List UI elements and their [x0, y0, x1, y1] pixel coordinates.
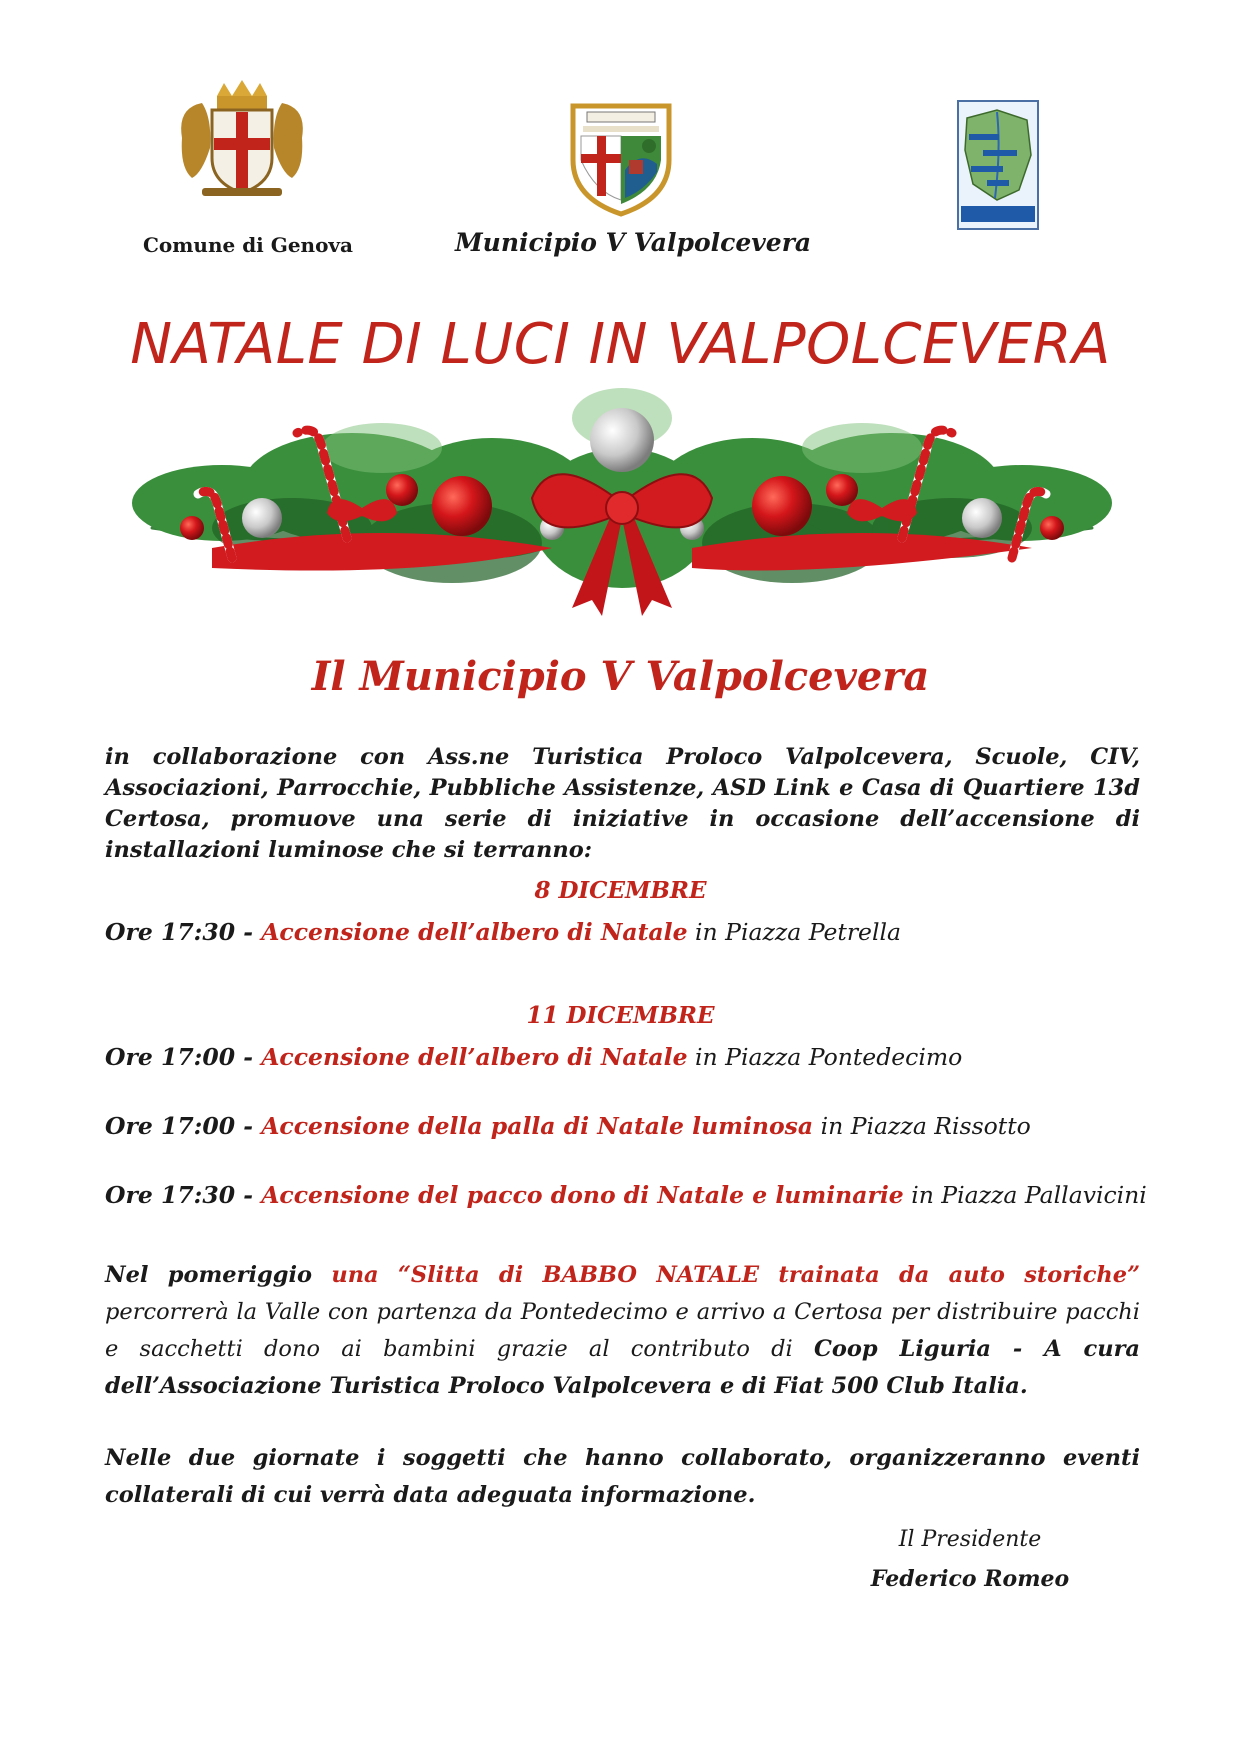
event-separator: - [235, 1043, 262, 1071]
sleigh-paragraph [105, 1257, 1140, 1405]
event-separator: - [235, 918, 262, 946]
event-time: Ore 17:00 [105, 1043, 236, 1071]
event-name: Accensione dell’albero di Natale [261, 1043, 688, 1071]
event-place: in Piazza Pallavicini [903, 1181, 1147, 1209]
signature-name: Federico Romeo [870, 1566, 1070, 1592]
event-place: in Piazza Petrella [687, 918, 902, 946]
event-name: Accensione dell’albero di Natale [261, 918, 688, 946]
event-separator: - [235, 1112, 262, 1140]
event-separator: - [235, 1181, 262, 1209]
event-line [105, 1043, 962, 1071]
comune-genova-caption: Comune di Genova [143, 233, 353, 257]
date-heading-8-dicembre: 8 DICEMBRE [534, 877, 707, 904]
event-name: Accensione del pacco dono di Natale e luminarie [261, 1181, 904, 1209]
event-time: Ore 17:30 [105, 918, 236, 946]
intro-paragraph: in collaborazione con Ass.ne Turistica Proloco Valpolcevera, Scuole, CIV, Associazioni, Parrocchie, Pubbliche Assistenze, ASD Link e Casa di Quartiere 13d Certosa, promuove una serie di iniziative in occasione dell’accensione di installazioni luminose che si terranno: [105, 744, 1140, 863]
sleigh-highlight: una “Slitta di BABBO NATALE trainata da auto storiche” [312, 1262, 1141, 1288]
event-line [105, 1181, 1147, 1209]
event-name: Accensione della palla di Natale luminosa [261, 1112, 814, 1140]
municipio-caption: Municipio V Valpolcevera [455, 228, 812, 257]
event-place: in Piazza Pontedecimo [687, 1043, 963, 1071]
event-line [105, 1112, 1031, 1140]
date-heading-11-dicembre: 11 DICEMBRE [526, 1002, 715, 1029]
sleigh-description: percorrerà la Valle con partenza da Pontedecimo e arrivo a Certosa per distribuire pacchi e sacchetti dono ai bambini grazie al contributo di [105, 1299, 1140, 1362]
event-time: Ore 17:30 [105, 1181, 236, 1209]
comune-genova-coat-of-arms [172, 78, 312, 203]
organizer-heading: Il Municipio V Valpolcevera [311, 653, 930, 700]
page-title: NATALE DI LUCI IN VALPOLCEVERA [130, 312, 1111, 377]
signature-role: Il Presidente [898, 1527, 1042, 1552]
proloco-valpolcevera-map-logo [957, 100, 1039, 230]
municipio-valpolcevera-shield [565, 100, 677, 218]
closing-paragraph: Nelle due giornate i soggetti che hanno collaborato, organizzeranno eventi collaterali di cui verrà data adeguata informazione. [105, 1445, 1140, 1508]
event-line [105, 918, 901, 946]
sponsor-text: Coop Liguria - A cura dell’Associazione Turistica Proloco Valpolcevera e di Fiat 500 Club Italia. [105, 1336, 1141, 1399]
event-time: Ore 17:00 [105, 1112, 236, 1140]
event-place: in Piazza Rissotto [813, 1112, 1031, 1140]
afternoon-lead: Nel pomeriggio [105, 1262, 313, 1288]
christmas-garland-illustration [132, 378, 1112, 644]
